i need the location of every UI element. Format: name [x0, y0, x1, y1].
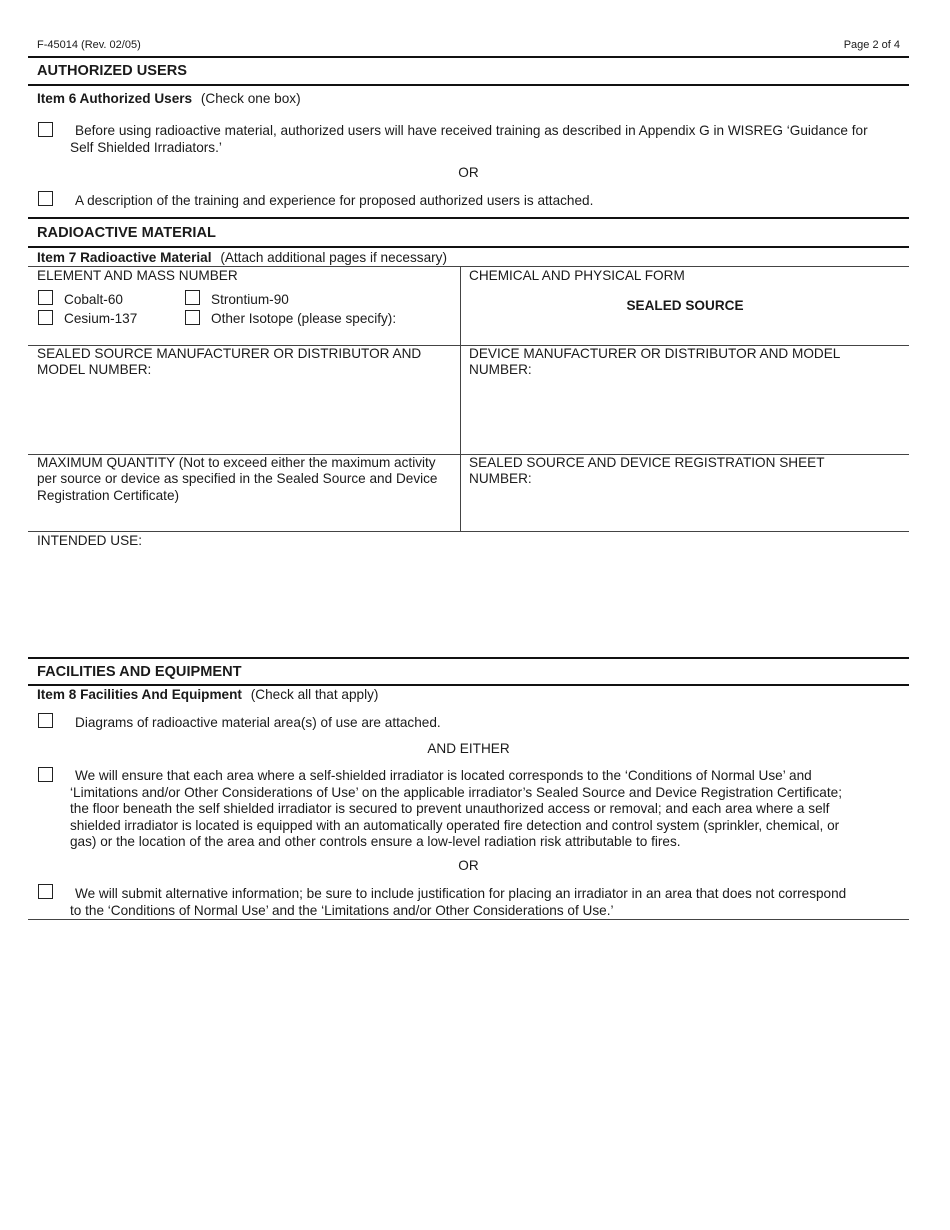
registration-sheet-line1: SEALED SOURCE AND DEVICE REGISTRATION SHEET: [469, 455, 825, 470]
authorized-users-option1-line1: Before using radioactive material, authorized users will have received training as described in Appendix G in WISREG ‘Guidance for: [75, 123, 868, 138]
cesium-137-checkbox[interactable]: [38, 310, 53, 325]
section-title-radioactive-material: RADIOACTIVE MATERIAL: [37, 225, 216, 241]
strontium-90-checkbox[interactable]: [185, 290, 200, 305]
source-manufacturer-line1: SEALED SOURCE MANUFACTURER OR DISTRIBUTOR AND: [37, 346, 422, 361]
facilities-option3-line2: to the ‘Conditions of Normal Use’ and the ‘Limitations and/or Other Considerations of Use.’: [70, 903, 614, 918]
divider: [28, 266, 909, 267]
strontium-90-label: Strontium-90: [211, 292, 289, 307]
item-8-label: Item 8 Facilities And Equipment: [37, 687, 242, 702]
authorized-users-option2: A description of the training and experience for proposed authorized users is attached.: [75, 193, 594, 208]
conditions-of-use-checkbox[interactable]: [38, 767, 53, 782]
or-separator: OR: [458, 858, 479, 873]
facilities-option1: Diagrams of radioactive material area(s) of use are attached.: [75, 715, 441, 730]
element-mass-label: ELEMENT AND MASS NUMBER: [37, 268, 238, 283]
registration-sheet-line2: NUMBER:: [469, 471, 532, 487]
divider: [28, 684, 909, 686]
or-separator: OR: [458, 165, 479, 180]
cobalt-60-checkbox[interactable]: [38, 290, 53, 305]
facilities-option2-line2: ‘Limitations and/or Other Considerations of Use’ on the applicable irradiator’s Sealed Source and Device Registration Certificate;: [70, 784, 842, 800]
maximum-quantity-line1: MAXIMUM QUANTITY (Not to exceed either the maximum activity: [37, 455, 436, 470]
facilities-option2-line5: gas) or the location of the area and other controls ensure a low-level radiation risk attributable to fires.: [70, 834, 681, 849]
chemical-form-label: CHEMICAL AND PHYSICAL FORM: [469, 268, 685, 283]
maximum-quantity-label[interactable]: [37, 455, 438, 504]
facilities-option3-line1: We will submit alternative information; be sure to include justification for placing an irradiator in an area that does not correspond: [75, 886, 847, 901]
diagrams-attached-checkbox[interactable]: [38, 713, 53, 728]
device-manufacturer-line2: NUMBER:: [469, 362, 532, 378]
authorized-users-training-checkbox[interactable]: [38, 122, 53, 137]
item-6-note: (Check one box): [200, 91, 301, 106]
alternative-information-checkbox[interactable]: [38, 884, 53, 899]
cesium-137-label: Cesium-137: [64, 311, 138, 326]
item-7-note: (Attach additional pages if necessary): [220, 250, 447, 265]
section-title-facilities: FACILITIES AND EQUIPMENT: [37, 664, 242, 680]
cobalt-60-label: Cobalt-60: [64, 292, 123, 307]
section-title-authorized-users: AUTHORIZED USERS: [37, 63, 187, 79]
item-7-label: Item 7 Radioactive Material: [37, 250, 212, 265]
facilities-option2-line3: the floor beneath the self shielded irradiator is secured to prevent unauthorized access or removal; and each area where a self: [70, 801, 830, 816]
divider: [28, 531, 909, 532]
maximum-quantity-line3: Registration Certificate): [37, 487, 180, 503]
other-isotope-checkbox[interactable]: [185, 310, 200, 325]
divider: [28, 919, 909, 920]
divider: [28, 217, 909, 219]
page-number: Page 2 of 4: [843, 39, 900, 51]
item-6-label: Item 6 Authorized Users: [37, 91, 193, 106]
item-7-heading: [37, 250, 447, 266]
chemical-form-value: SEALED SOURCE: [626, 298, 744, 313]
authorized-users-description-checkbox[interactable]: [38, 191, 53, 206]
divider: [28, 657, 909, 659]
other-isotope-label: Other Isotope (please specify):: [211, 311, 397, 326]
divider: [28, 84, 909, 86]
item-8-note: (Check all that apply): [250, 687, 379, 702]
device-manufacturer-label[interactable]: [469, 346, 840, 379]
form-number: F-45014 (Rev. 02/05): [37, 39, 141, 51]
authorized-users-option1-line2: Self Shielded Irradiators.’: [70, 140, 222, 155]
source-manufacturer-label[interactable]: [37, 346, 421, 379]
facilities-option2-line4: shielded irradiator is located is equipped with an automatically operated fire detection and control system (sprinkler, chemical, or: [70, 817, 840, 833]
facilities-option2-line1: We will ensure that each area where a self-shielded irradiator is located corresponds to the ‘Conditions of Normal Use’ and: [75, 768, 812, 783]
source-manufacturer-line2: MODEL NUMBER:: [37, 362, 152, 378]
registration-sheet-label[interactable]: [469, 455, 825, 488]
divider: [28, 246, 909, 248]
divider: [28, 56, 909, 58]
item-6-heading: [37, 91, 301, 107]
maximum-quantity-line2: per source or device as specified in the Sealed Source and Device: [37, 471, 438, 487]
item-8-heading: [37, 687, 378, 703]
and-either-separator: AND EITHER: [427, 741, 510, 756]
device-manufacturer-line1: DEVICE MANUFACTURER OR DISTRIBUTOR AND MODEL: [469, 346, 841, 361]
intended-use-label[interactable]: INTENDED USE:: [37, 533, 142, 548]
